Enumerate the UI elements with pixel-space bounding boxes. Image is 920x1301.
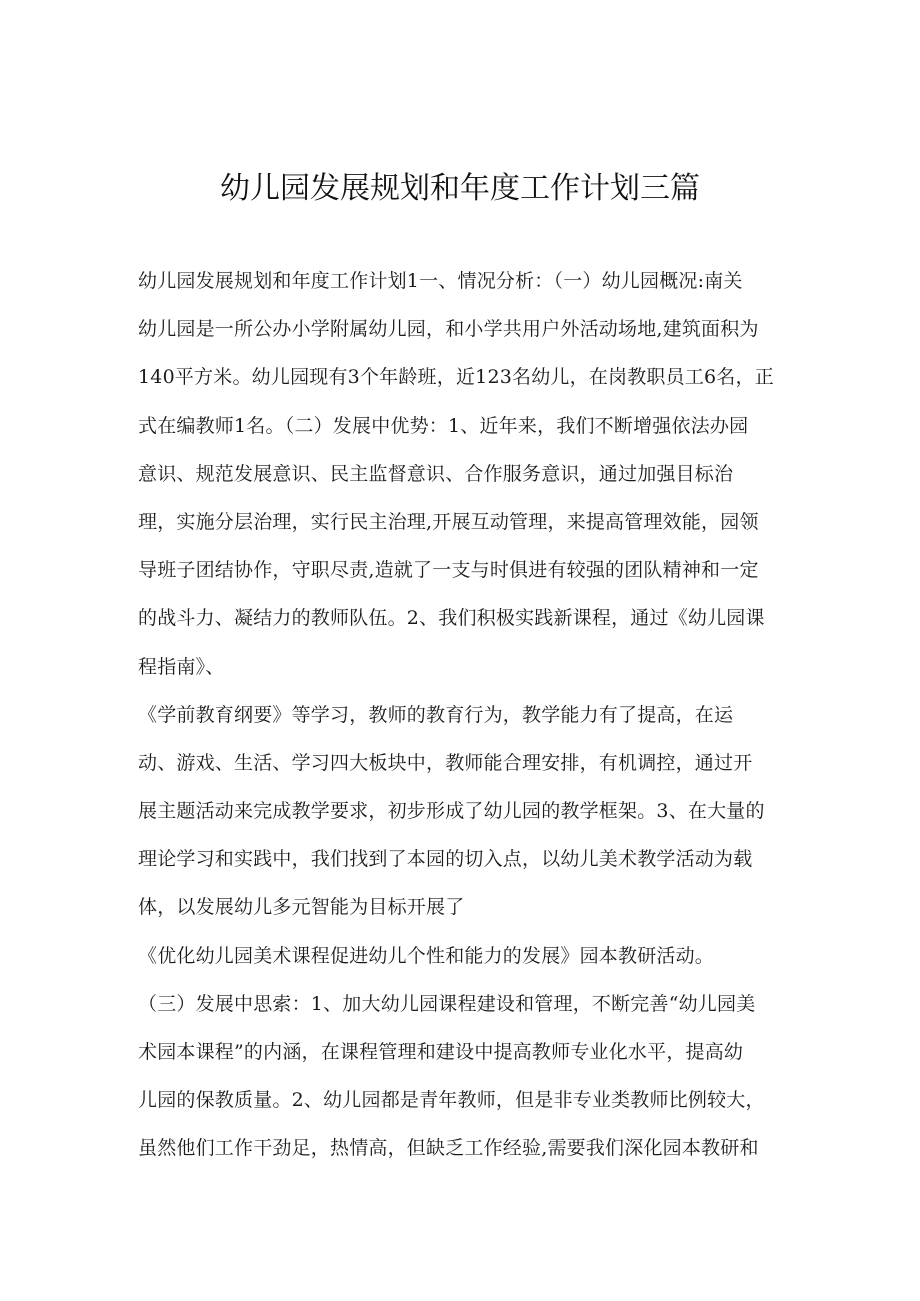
body-line: 术园本课程”的内涵，在课程管理和建设中提高教师专业化水平，提高幼 xyxy=(138,1041,744,1063)
body-line: 理论学习和实践中，我们找到了本园的切入点，以幼儿美术教学活动为载 xyxy=(138,848,753,871)
document-body xyxy=(138,265,798,1181)
document-title: 幼儿园发展规划和年度工作计划三篇 xyxy=(220,171,700,206)
body-line: 《优化幼儿园美术课程促进幼儿个性和能力的发展》园本教研活动。 xyxy=(138,944,715,967)
body-line: 程指南》、 xyxy=(138,655,225,678)
body-line: 幼儿园是一所公办小学附属幼儿园，和小学共用户外活动场地,建筑面积为 xyxy=(138,318,759,341)
body-line: 儿园的保教质量。2、幼儿园都是青年教师，但是非专业类教师比例较大， xyxy=(138,1089,765,1112)
body-line: 意识、规范发展意识、民主监督意识、合作服务意识，通过加强目标治 xyxy=(138,462,734,485)
body-line: 的战斗力、凝结力的教师队伍。2、我们积极实践新课程，通过《幼儿园课 xyxy=(138,607,765,630)
body-line: 式在编教师1名。（二）发展中优势：1、近年来，我们不断增强依法办园 xyxy=(138,414,749,437)
body-line: 导班子团结协作，守职尽责,造就了一支与时俱进有较强的团队精神和一定 xyxy=(138,559,759,582)
body-line: 140平方米。幼儿园现有3个年龄班，近123名幼儿，在岗教职员工6名，正 xyxy=(138,366,774,389)
body-line: 《学前教育纲要》等学习，教师的教育行为，教学能力有了提高，在运 xyxy=(138,703,734,726)
body-line: （三）发展中思索：1、加大幼儿园课程建设和管理，不断完善“幼儿园美 xyxy=(138,992,756,1015)
body-line: 幼儿园发展规划和年度工作计划1一、情况分析：（一）幼儿园概况:南关 xyxy=(138,270,743,292)
body-line: 展主题活动来完成教学要求，初步形成了幼儿园的教学框架。3、在大量的 xyxy=(138,800,765,823)
body-line: 体，以发展幼儿多元智能为目标开展了 xyxy=(138,896,465,919)
body-line: 动、游戏、生活、学习四大板块中，教师能合理安排，有机调控，通过开 xyxy=(138,751,753,774)
body-line: 理，实施分层治理，实行民主治理,开展互动管理，来提高管理效能，园领 xyxy=(138,510,759,533)
body-line: 虽然他们工作干劲足，热情高，但缺乏工作经验,需要我们深化园本教研和 xyxy=(138,1137,759,1160)
